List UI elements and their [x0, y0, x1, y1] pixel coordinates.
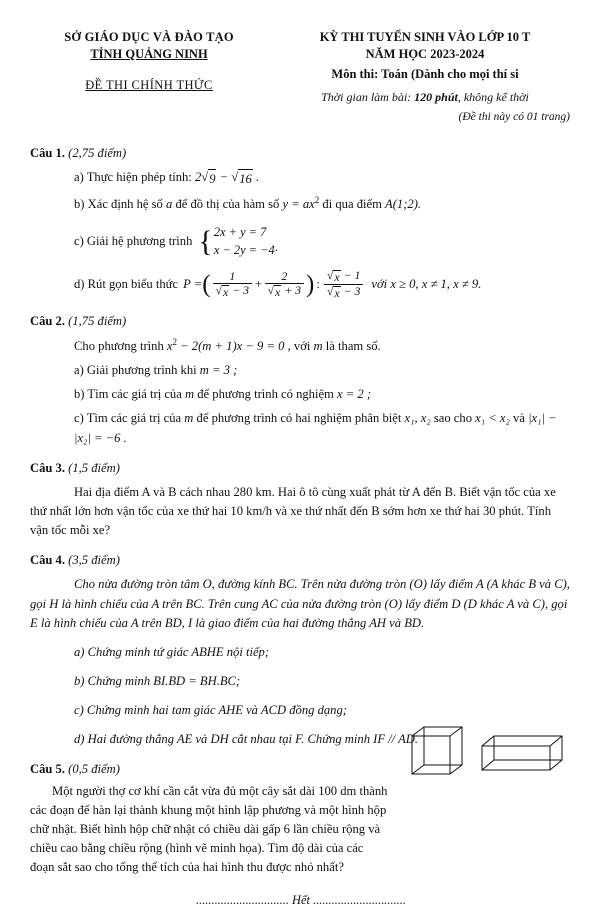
- q2-c-text2: để phương trình có hai nghiệm phân biệt: [196, 411, 402, 426]
- question-2-body: [30, 336, 572, 448]
- q1-b-text: b) Xác định hệ số: [74, 197, 163, 212]
- q1-d-expression: P = ( 1 √ x − 3 + 2 √ x + 3 ) : √ x − 1 √ x − 3: [183, 269, 365, 301]
- q1-item-b: [74, 194, 572, 214]
- q2-c-text: c) Tìm các giá trị của: [74, 411, 182, 426]
- q4-item-c: c) Chứng minh hai tam giác AHE và ACD đồng dạng;: [74, 703, 347, 718]
- q1-b-function: $y = ax^2$: [282, 195, 320, 212]
- q1-d-frac2-num: 2: [281, 268, 288, 283]
- question-4-heading: [30, 551, 572, 570]
- subject-value: Toán (Dành cho mọi thí si: [381, 67, 519, 81]
- q1-d-frac1-num: 1: [229, 268, 236, 283]
- q1-d-condition: với x ≥ 0, x ≠ 1, x ≠ 9.: [371, 277, 482, 292]
- duration-suffix: , không kể thời: [457, 90, 529, 104]
- question-2-points: (1,75 điểm): [68, 313, 127, 328]
- question-1-points: (2,75 điểm): [68, 146, 127, 160]
- question-3-label: Câu 3.: [30, 460, 65, 475]
- page-count-note: (Đề thi này có 01 trang): [458, 111, 570, 123]
- question-5-points: (0,5 điểm): [68, 762, 120, 777]
- q2-c-param: m: [184, 411, 194, 426]
- q1-d-P: P =: [183, 277, 203, 292]
- q1-d-frac3-den: √ x − 3: [324, 284, 364, 301]
- question-5-figures: [406, 722, 566, 784]
- q1-c-eq1: 2x + y = 7: [213, 224, 267, 239]
- q2-item-a: [74, 361, 572, 380]
- q1-b-point: A(1;2).: [385, 197, 422, 212]
- q1-c-system: { 2x + y = 7 x − 2y = −4: [198, 224, 275, 258]
- q2-intro-end: là tham số.: [325, 339, 381, 354]
- question-3-heading: [30, 459, 572, 478]
- exam-title: KỲ THI TUYỂN SINH VÀO LỚP 10 T: [319, 30, 531, 44]
- question-1-heading: [30, 144, 572, 163]
- question-3-points: (1,5 điểm): [68, 460, 120, 475]
- q2-c-cond1: x₁ < x₂: [475, 411, 510, 426]
- q2-intro-text: Cho phương trình: [74, 339, 164, 354]
- header-right-block: [274, 30, 576, 123]
- q2-param: m: [313, 339, 323, 354]
- question-4-points: (3,5 điểm): [68, 553, 120, 568]
- q1-d-frac1-den: √ x − 3: [213, 283, 253, 300]
- footer-end-marker: [30, 891, 572, 910]
- question-5-label: Câu 5.: [30, 762, 65, 777]
- q2-a-value: m = 3 ;: [199, 363, 238, 378]
- q1-b-coef: a: [166, 197, 173, 212]
- q4-item-b: b) Chứng minh BI.BD = BH.BC;: [74, 674, 241, 688]
- q2-b-text2: để phương trình có nghiệm: [197, 387, 334, 402]
- q1-b-text2: để đồ thị của hàm số: [175, 197, 280, 212]
- q2-item-c: [74, 409, 572, 447]
- q1-c-text: c) Giải hệ phương trình: [74, 234, 193, 249]
- q1-c-eq2: x − 2y = −4: [213, 242, 275, 257]
- q1-d-frac3-num: √ x − 1: [326, 267, 361, 284]
- question-2-label: Câu 2.: [30, 313, 65, 328]
- q1-a-text: a) Thực hiện phép tính:: [74, 170, 192, 185]
- q4-text: Cho nửa đường tròn tâm O, đường kính BC. Trên nửa đường tròn (O) lấy điểm A (A khác B và C), gọi H là hình chiếu của A trên BC. Trên cung AC của nửa đường tròn (O) lấy điểm D (D khác A và C), gọi E là hình chiếu của A trên BD, I là giao điểm của hai đường thẳng AH và BD.: [30, 577, 570, 630]
- q2-b-param: m: [184, 387, 195, 402]
- q2-a-text: a) Giải phương trình khi: [74, 363, 197, 378]
- q2-b-value: x = 2 ;: [337, 387, 372, 402]
- q2-c-and: và: [513, 411, 525, 426]
- school-year: NĂM HỌC 2023-2024: [365, 47, 485, 61]
- exam-content: [0, 123, 600, 910]
- q1-b-text3: đi qua điểm: [322, 197, 382, 212]
- q1-d-text: d) Rút gọn biểu thức: [74, 277, 179, 292]
- province-name: TỈNH QUẢNG NINH: [90, 47, 208, 61]
- department-name: SỞ GIÁO DỤC VÀ ĐÀO TẠO: [64, 30, 234, 44]
- header-left-block: [24, 30, 274, 123]
- q2-b-text: b) Tìm các giá trị của: [74, 387, 182, 402]
- figures-svg: [406, 722, 566, 784]
- document-header: [0, 0, 600, 123]
- subject-prefix: Môn thi:: [331, 67, 382, 81]
- q1-item-a: [74, 168, 572, 189]
- footer-dots-right: ..............................: [313, 893, 406, 908]
- rectangular-box-figure: [482, 736, 562, 770]
- q2-item-b: [74, 385, 572, 404]
- footer-het: Hết: [292, 893, 310, 908]
- question-4-label: Câu 4.: [30, 553, 65, 568]
- q4-item-d: d) Hai đường thẳng AE và DH cắt nhau tại F. Chứng minh IF // AD.: [74, 732, 419, 747]
- q1-d-plus: +: [254, 277, 263, 292]
- duration-line: [274, 90, 576, 105]
- footer-dots-left: ..............................: [196, 893, 289, 908]
- question-1-label: Câu 1.: [30, 146, 65, 160]
- q2-equation: $x^2 - 2(m + 1)x - 9 = 0$ ,: [166, 336, 291, 354]
- question-3-body: [30, 483, 572, 540]
- q2-intro-with: với: [293, 339, 311, 354]
- q2-c-text3: sao cho: [433, 411, 472, 426]
- cube-figure: [412, 727, 462, 774]
- q1-c-period: .: [274, 240, 278, 255]
- subject-line: [274, 67, 576, 82]
- question-5-body: [30, 782, 572, 878]
- q2-intro: [74, 336, 572, 356]
- q5-text: Một người thợ cơ khí cần cắt vừa đủ một cây sắt dài 100 dm thành các đoạn để hàn lại thành khung một hình lập phương và một hình hộp chữ nhật. Biết hình hộp chữ nhật có chiều dài gấp 6 lần chiều rộng và chiều cao bằng chiều rộng (hình vẽ minh họa). Tìm độ dài của các đoạn sắt sao cho tổng thể tích của hai hình thu được nhỏ nhất?: [30, 783, 388, 875]
- q1-d-divide: :: [316, 277, 320, 292]
- q1-a-expression: 2 √ 9 − √ 16 .: [195, 170, 259, 184]
- q4-item-a: a) Chứng minh tứ giác ABHE nội tiếp;: [74, 644, 270, 659]
- q3-text: Hai địa điểm A và B cách nhau 280 km. Hai ô tô cùng xuất phát từ A đến B. Biết vận tốc của xe thứ nhất lớn hơn vận tốc của xe thứ hai 10 km/h và xe thứ nhất đến B sớm hơn xe thứ hai 30 phút. Tính vận tốc mỗi xe?: [30, 484, 556, 538]
- question-2-heading: [30, 312, 572, 331]
- q2-c-cond2: |x₁| − |x₂| = −6 .: [74, 411, 557, 445]
- official-exam-label: ĐỀ THI CHÍNH THỨC: [85, 78, 213, 92]
- q1-item-c: [74, 224, 572, 260]
- question-1-body: [30, 168, 572, 301]
- q1-item-d: [74, 269, 572, 301]
- q1-d-frac2-den: √ x + 3: [265, 283, 305, 300]
- duration-prefix: Thời gian làm bài:: [321, 90, 415, 104]
- q2-c-roots: x₁, x₂: [404, 411, 431, 426]
- duration-value: 120 phút: [414, 90, 458, 104]
